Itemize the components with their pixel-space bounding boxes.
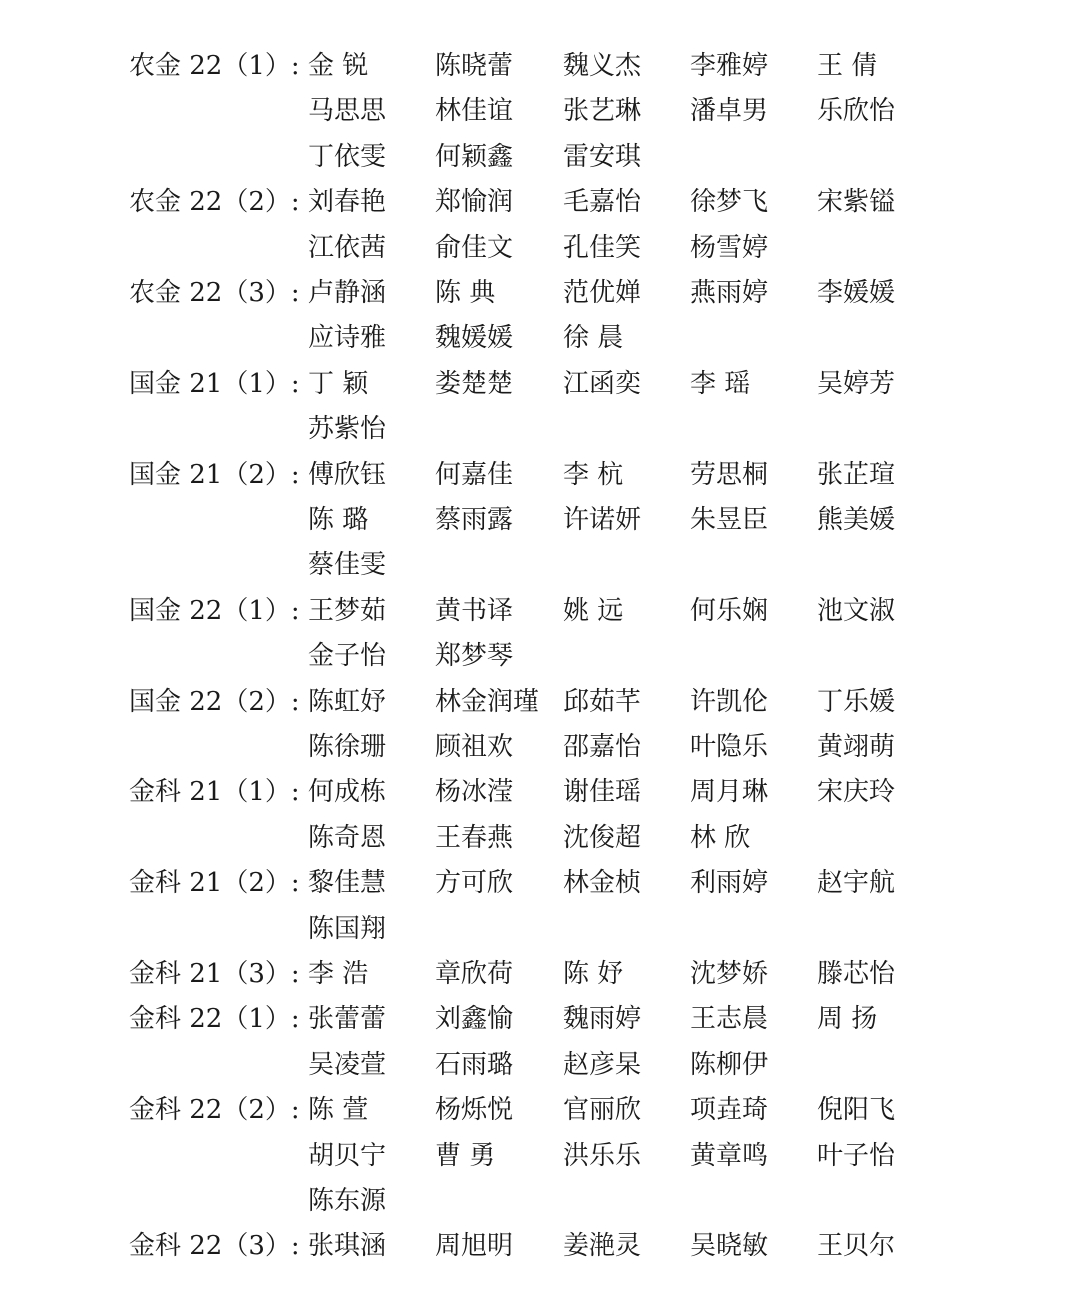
student-name: 王春燕 bbox=[435, 822, 514, 853]
class-label: 国金 21（1）: bbox=[129, 368, 300, 399]
student-name: 邱茹芊 bbox=[563, 686, 642, 717]
student-name: 石雨璐 bbox=[435, 1049, 514, 1080]
student-name: 傅欣钰 bbox=[308, 459, 387, 490]
student-name: 池文淑 bbox=[817, 595, 896, 626]
student-name: 林佳谊 bbox=[435, 96, 514, 127]
student-name: 项垚琦 bbox=[690, 1095, 769, 1126]
student-name: 应诗雅 bbox=[308, 323, 387, 354]
student-name: 徐梦飞 bbox=[690, 187, 769, 218]
roster-line bbox=[0, 861, 1080, 906]
student-name: 黄翊萌 bbox=[817, 732, 896, 762]
student-name: 蔡佳雯 bbox=[308, 550, 387, 581]
student-name: 王志晨 bbox=[690, 1004, 769, 1035]
student-name: 劳思桐 bbox=[690, 459, 769, 490]
student-name: 吴婷芳 bbox=[817, 368, 896, 399]
student-name: 何乐娴 bbox=[690, 595, 769, 626]
student-name: 邵嘉怡 bbox=[563, 732, 642, 762]
roster-line bbox=[0, 362, 1080, 407]
student-name: 沈梦娇 bbox=[690, 959, 769, 989]
student-name: 杨烁悦 bbox=[435, 1095, 514, 1126]
student-name: 周 扬 bbox=[817, 1004, 878, 1035]
student-name: 江函奕 bbox=[563, 368, 642, 399]
student-name: 张琪涵 bbox=[308, 1231, 387, 1262]
student-name: 周旭明 bbox=[435, 1231, 514, 1262]
student-name: 何嘉佳 bbox=[435, 459, 514, 490]
student-name: 黎佳慧 bbox=[308, 868, 387, 899]
student-name: 何颖鑫 bbox=[435, 141, 514, 172]
student-name: 李 瑶 bbox=[690, 368, 751, 399]
student-name: 章欣荷 bbox=[435, 959, 514, 989]
student-name: 叶隐乐 bbox=[690, 732, 769, 762]
roster-line bbox=[0, 770, 1080, 815]
roster-line bbox=[0, 1179, 1080, 1224]
student-name: 滕芯怡 bbox=[817, 959, 896, 989]
roster-line bbox=[0, 952, 1080, 997]
student-name: 娄楚楚 bbox=[435, 368, 514, 399]
roster-line bbox=[0, 680, 1080, 725]
student-name: 陈国翔 bbox=[308, 913, 387, 944]
student-name: 方可欣 bbox=[435, 868, 514, 899]
roster-line bbox=[0, 634, 1080, 679]
student-name: 王贝尔 bbox=[817, 1231, 896, 1262]
student-name: 林金润瑾 bbox=[435, 686, 540, 717]
student-name: 黄章鸣 bbox=[690, 1140, 769, 1171]
student-name: 魏雨婷 bbox=[563, 1004, 642, 1035]
class-label: 农金 22（1）: bbox=[129, 51, 300, 81]
class-label: 金科 22（1）: bbox=[129, 1004, 300, 1035]
student-name: 许诺妍 bbox=[563, 505, 642, 535]
student-name: 魏义杰 bbox=[563, 51, 642, 81]
student-name: 魏媛媛 bbox=[435, 323, 514, 354]
student-name: 沈俊超 bbox=[563, 822, 642, 853]
class-label: 金科 22（2）: bbox=[129, 1095, 300, 1126]
student-name: 金 锐 bbox=[308, 51, 369, 81]
roster-line bbox=[0, 316, 1080, 361]
student-name: 郑愉润 bbox=[435, 187, 514, 218]
student-name: 陈 妤 bbox=[563, 959, 624, 989]
student-name: 李雅婷 bbox=[690, 51, 769, 81]
student-name: 利雨婷 bbox=[690, 868, 769, 899]
class-label: 国金 22（1）: bbox=[129, 595, 300, 626]
student-name: 雷安琪 bbox=[563, 141, 642, 172]
student-name: 潘卓男 bbox=[690, 96, 769, 127]
class-label: 农金 22（2）: bbox=[129, 187, 300, 218]
class-label: 金科 22（3）: bbox=[129, 1231, 300, 1262]
student-name: 陈 萱 bbox=[308, 1095, 369, 1126]
class-label: 金科 21（3）: bbox=[129, 959, 300, 989]
roster-line bbox=[0, 44, 1080, 89]
student-name: 熊美媛 bbox=[817, 505, 896, 535]
student-name: 陈 璐 bbox=[308, 505, 369, 535]
roster-line bbox=[0, 589, 1080, 634]
student-name: 叶子怡 bbox=[817, 1140, 896, 1171]
class-label: 国金 22（2）: bbox=[129, 686, 300, 717]
student-name: 李 杭 bbox=[563, 459, 624, 490]
student-name: 张芷瑄 bbox=[817, 459, 896, 490]
student-name: 陈 典 bbox=[435, 278, 496, 308]
student-name: 赵彦杲 bbox=[563, 1049, 642, 1080]
roster-line bbox=[0, 498, 1080, 543]
student-name: 洪乐乐 bbox=[563, 1140, 642, 1171]
class-label: 农金 22（3）: bbox=[129, 278, 300, 308]
student-name: 丁依雯 bbox=[308, 141, 387, 172]
roster-line bbox=[0, 89, 1080, 134]
roster-line bbox=[0, 135, 1080, 180]
student-name: 宋庆玲 bbox=[817, 777, 896, 808]
student-name: 马思思 bbox=[308, 96, 387, 127]
student-name: 顾祖欢 bbox=[435, 732, 514, 762]
student-name: 卢静涵 bbox=[308, 278, 387, 308]
student-name: 陈徐珊 bbox=[308, 732, 387, 762]
student-name: 倪阳飞 bbox=[817, 1095, 896, 1126]
student-name: 杨冰滢 bbox=[435, 777, 514, 808]
student-name: 吴凌萱 bbox=[308, 1049, 387, 1080]
roster-line bbox=[0, 907, 1080, 952]
student-name: 陈柳伊 bbox=[690, 1049, 769, 1080]
student-name: 苏紫怡 bbox=[308, 414, 387, 445]
student-name: 丁乐媛 bbox=[817, 686, 896, 717]
student-name: 朱昱臣 bbox=[690, 505, 769, 535]
student-name: 吴晓敏 bbox=[690, 1231, 769, 1262]
student-name: 李媛媛 bbox=[817, 278, 896, 308]
roster-line bbox=[0, 226, 1080, 271]
student-name: 刘鑫愉 bbox=[435, 1004, 514, 1035]
roster-line bbox=[0, 1043, 1080, 1088]
student-name: 许凯伦 bbox=[690, 686, 769, 717]
student-name: 陈晓蕾 bbox=[435, 51, 514, 81]
class-label: 国金 21（2）: bbox=[129, 459, 300, 490]
student-name: 王 倩 bbox=[817, 51, 878, 81]
student-name: 丁 颖 bbox=[308, 368, 369, 399]
roster-line bbox=[0, 180, 1080, 225]
student-name: 姚 远 bbox=[563, 595, 624, 626]
student-name: 赵宇航 bbox=[817, 868, 896, 899]
student-name: 刘春艳 bbox=[308, 187, 387, 218]
student-name: 江依茜 bbox=[308, 232, 387, 263]
roster-line bbox=[0, 816, 1080, 861]
student-name: 金子怡 bbox=[308, 641, 387, 672]
roster-line bbox=[0, 1134, 1080, 1179]
roster-line bbox=[0, 1224, 1080, 1269]
class-label: 金科 21（1）: bbox=[129, 777, 300, 808]
student-name: 曹 勇 bbox=[435, 1140, 496, 1171]
student-name: 王梦茹 bbox=[308, 595, 387, 626]
roster-line bbox=[0, 1088, 1080, 1133]
student-name: 蔡雨露 bbox=[435, 505, 514, 535]
student-name: 陈东源 bbox=[308, 1186, 387, 1216]
student-name: 黄书译 bbox=[435, 595, 514, 626]
student-name: 林 欣 bbox=[690, 822, 751, 853]
student-name: 杨雪婷 bbox=[690, 232, 769, 263]
student-name: 何成栋 bbox=[308, 777, 387, 808]
student-name: 胡贝宁 bbox=[308, 1140, 387, 1171]
student-name: 毛嘉怡 bbox=[563, 187, 642, 218]
student-name: 燕雨婷 bbox=[690, 278, 769, 308]
student-name: 俞佳文 bbox=[435, 232, 514, 263]
roster-line bbox=[0, 407, 1080, 452]
student-name: 李 浩 bbox=[308, 959, 369, 989]
roster-line bbox=[0, 543, 1080, 588]
roster-line bbox=[0, 997, 1080, 1042]
student-name: 陈虹妤 bbox=[308, 686, 387, 717]
student-name: 孔佳笑 bbox=[563, 232, 642, 263]
student-name: 陈奇恩 bbox=[308, 822, 387, 853]
student-name: 官丽欣 bbox=[563, 1095, 642, 1126]
student-name: 宋紫镒 bbox=[817, 187, 896, 218]
student-name: 郑梦琴 bbox=[435, 641, 514, 672]
class-label: 金科 21（2）: bbox=[129, 868, 300, 899]
roster-line bbox=[0, 725, 1080, 770]
student-name: 范优婵 bbox=[563, 278, 642, 308]
student-name: 姜滟灵 bbox=[563, 1231, 642, 1262]
roster-line bbox=[0, 271, 1080, 316]
student-name: 谢佳瑶 bbox=[563, 777, 642, 808]
student-name: 乐欣怡 bbox=[817, 96, 896, 127]
student-name: 周月琳 bbox=[690, 777, 769, 808]
student-name: 张蕾蕾 bbox=[308, 1004, 387, 1035]
student-name: 林金桢 bbox=[563, 868, 642, 899]
roster-line bbox=[0, 453, 1080, 498]
student-name: 张艺琳 bbox=[563, 96, 642, 127]
student-name: 徐 晨 bbox=[563, 323, 624, 354]
